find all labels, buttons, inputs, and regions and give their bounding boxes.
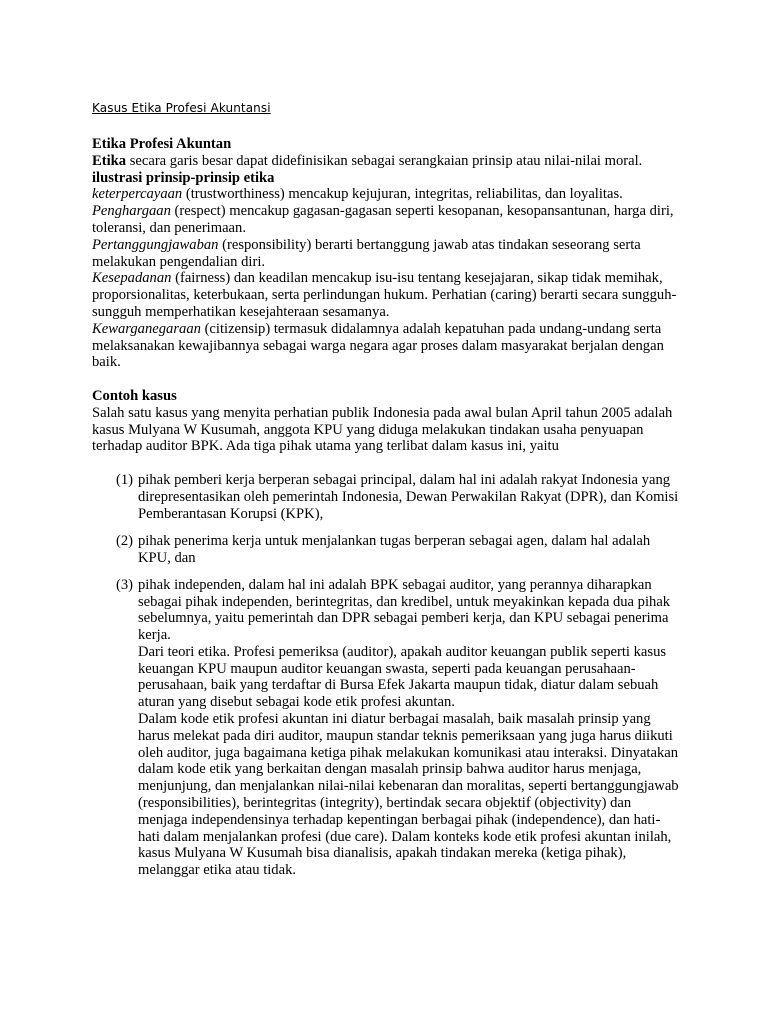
principle-text: (trustworthiness) mencakup kejujuran, integritas, reliabilitas, dan loyalitas. [182, 186, 623, 203]
principle-term: Penghargaan [92, 203, 171, 220]
list-item [92, 472, 682, 522]
principle-text: (citizensip) termasuk didalamnya adalah kepatuhan pada undang-undang serta melaksanakan kewajibannya sebagai warga negara agar proses dalam masyarakat berjalan dengan baik. [92, 320, 664, 371]
list-text: pihak penerima kerja untuk menjalankan tugas berperan sebagai agen, dalam hal adalah KPU, dan [138, 532, 651, 566]
definition-paragraph [92, 153, 682, 170]
principle-text: (fairness) dan keadilan mencakup isu-isu tentang kesejajaran, sikap tidak memihak, proporsionalitas, keterbukaan, serta perlindungan hukum. Perhatian (caring) berarti secara sungguh-sungguh memperhatikan kesejahteraan sesamanya. [92, 270, 677, 320]
principles-heading: ilustrasi prinsip-prinsip etika [92, 169, 275, 186]
principle-term: Kesepadanan [92, 270, 172, 287]
list-item [92, 577, 682, 879]
list-text: pihak pemberi kerja berperan sebagai principal, dalam hal ini adalah rakyat Indonesia yang direpresentasikan oleh pemerintah Indonesia, Dewan Perwakilan Rakyat (DPR), dan Komisi Pemberantasan Korupsi (KPK), [138, 471, 679, 522]
section-heading-contoh: Contoh kasus [92, 387, 177, 404]
theory-paragraph: Dari teori etika. Profesi pemeriksa (auditor), apakah auditor keuangan publik seperti kasus keuangan KPU maupun auditor keuangan swasta, seperti pada keuangan perusahaan-perusahaan, baik yang terdaftar di Bursa Efek Jakarta maupun tidak, diatur dalam sebuah aturan yang disebut sebagai kode etik profesi akuntan. [138, 643, 667, 711]
party-list [92, 472, 682, 879]
list-number: (1) [116, 471, 134, 488]
principle-item [92, 321, 682, 371]
list-number: (3) [116, 576, 134, 593]
case-intro: Salah satu kasus yang menyita perhatian publik Indonesia pada awal bulan April tahun 2005 adalah kasus Mulyana W Kusumah, anggota KPU yang diduga melakukan tindakan usaha penyuapan terhadap auditor BPK. Ada tiga pihak utama yang terlibat dalam kasus ini, yaitu [92, 404, 673, 455]
list-text: pihak independen, dalam hal ini adalah BPK sebagai auditor, yang perannya diharapkan sebagai pihak independen, berintegritas, dan kredibel, untuk meyakinkan kepada dua pihak sebelumnya, yaitu pemerintah dan DPR sebagai pemberi kerja, dan KPU sebagai penerima kerja. [138, 576, 671, 644]
definition-text: secara garis besar dapat didefinisikan sebagai serangkaian prinsip atau nilai-nilai moral. [126, 152, 643, 169]
principle-item [92, 270, 682, 320]
principle-item [92, 203, 682, 237]
principle-text: (respect) mencakup gagasan-gagasan seperti kesopanan, kesopansantunan, harga diri, toleransi, dan penerimaan. [92, 203, 674, 236]
principle-term: keterpercayaan [92, 186, 183, 203]
list-number: (2) [116, 532, 134, 549]
list-item [92, 533, 682, 567]
principle-text: (responsibility) berarti bertanggung jawab atas tindakan seseorang serta melakukan pengendalian diri. [92, 236, 641, 270]
principle-item [92, 237, 682, 271]
section-heading-etika: Etika Profesi Akuntan [92, 136, 232, 152]
principle-item [92, 186, 682, 203]
document-body [92, 136, 682, 879]
document-title: Kasus Etika Profesi Akuntansi [92, 101, 271, 115]
principle-term: Kewarganegaraan [92, 320, 201, 337]
principle-term: Pertanggungjawaban [92, 236, 219, 253]
code-paragraph: Dalam kode etik profesi akuntan ini diatur berbagai masalah, baik masalah prinsip yang harus melekat pada diri auditor, maupun standar teknis pemeriksaan yang juga harus diikuti oleh auditor, juga bagaimana ketiga pihak melakukan komunikasi atau interaksi. Dinyatakan dalam kode etik yang berkaitan dengan masalah prinsip bahwa auditor harus menjaga, menjunjung, dan menjalankan nilai-nilai kebenaran dan moralitas, seperti bertanggungjawab (responsibilities), berintegritas (integrity), bertindak secara objektif (objectivity) dan menjaga independensinya terhadap kepentingan berbagai pihak (independence), dan hati-hati dalam menjalankan profesi (due care). Dalam konteks kode etik profesi akuntan inilah, kasus Mulyana W Kusumah bisa dianalisis, apakah tindakan mereka (ketiga pihak), melanggar etika atau tidak. [138, 711, 679, 879]
definition-term: Etika [92, 152, 127, 169]
